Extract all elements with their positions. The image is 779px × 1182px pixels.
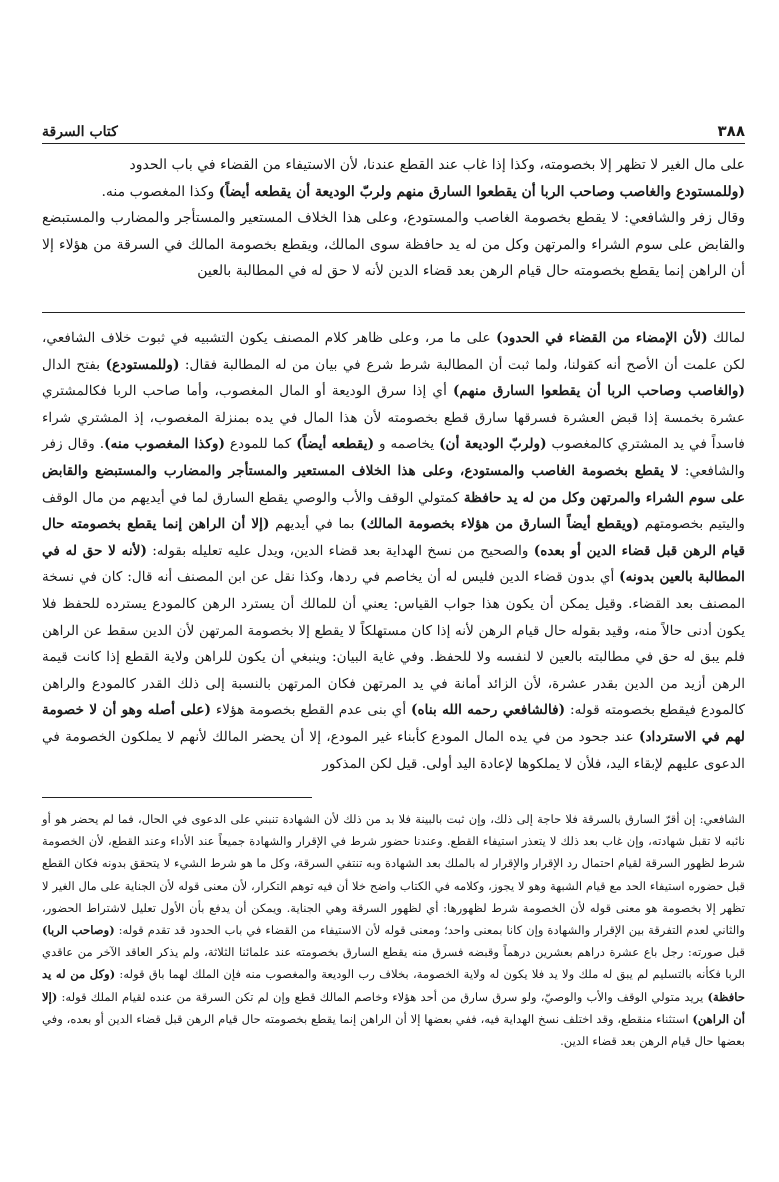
footnote-separator (42, 797, 312, 798)
commentary-text: أي بنى عدم القطع بخصومة هؤلاء (210, 702, 412, 719)
commentary-text: . وقال زفر والشافعي: (42, 436, 745, 479)
main-line: على مال الغير لا تظهر إلا بخصومته، وكذا إذا غاب عند القطع عندنا، لأن الاستيفاء من القضاء في باب الحدود (129, 157, 745, 173)
commentary-text: يخاصمه و (374, 436, 440, 453)
page-number: ٣٨٨ (717, 122, 745, 140)
main-separator (42, 312, 745, 313)
matn-bold: (وللمستودع والغاصب وصاحب الربا أن يقطعوا السارق منهم ولربّ الوديعة أن يقطعه أيضاً) (218, 183, 745, 200)
main-line: وكذا المغصوب منه. (101, 183, 219, 200)
commentary-text: لمالك (707, 330, 746, 346)
main-text (42, 152, 745, 285)
commentary-text: كمتولي الوقف والأب والوصي يقطع السارق لما في أيديهم من مال الوقف واليتيم بخصومتهم (42, 489, 746, 533)
commentary-text: على ما مر، وعلى ظاهر كلام المصنف يكون التشبيه في ثبوت خلاف الشافعي، لكن علمت أن الأصح أنه كقولنا، ولما ثبت أن المطالبة شرط شرع في بيان من له المطالبة فقال: (42, 330, 745, 373)
main-paragraph (42, 179, 745, 206)
commentary-bold: (وللمستودع) (105, 356, 180, 373)
commentary-text: والصحيح من نسخ الهداية بعد قضاء الدين، ويدل عليه تعليله بقوله: (147, 542, 534, 559)
main-line: وقال زفر والشافعي: لا يقطع بخصومة الغاصب والمستودع، وعلى هذا الخلاف المستعير والمستأجر والمضارب والمستبضع والقابض على سوم الشراء والمرتهن وكل من له يد حافظة سوى المالك، ويقطع بخصومة المالك في السرقة من هؤلاء إلا أن الراهن إنما يقطع بخصومته حال قيام الرهن بعد قضاء الدين لأنه لا حق له في المطالبة بالعين (42, 210, 746, 280)
footnote-text: الشافعي: إن أقرّ السارق بالسرقة فلا حاجة إلى ذلك، وإن ثبت بالبينة فلا بد من ذلك لأن الشهادة تنبني على الدعوى في الحال، فما لم يحضر هو أو نائبه لا تقبل شهادته، وإن غاب بعد ذلك لا يتعذر استيفاء القطع. وعندنا حضور شرط في الإقرار والشهادة جميعاً عند الأداء وعند القطع، لأن الخصومة شرط لظهور السرقة لقيام احتمال رد الإقرار والإقرار له بالملك بعد الشهادة وبه تنتفي السرقة، وكل ما هو شرط الشيء لا يتحقق بدونه فكان القطع قبل حضوره استيفاء الحد مع قيام الشبهة وهو لا يجوز، وكلامه في الكتاب واضح خلا أن فيه توهم التكرار، لأن معنى قوله لأن الجناية على مال الغير لا تظهر إلا بخصومة هو معنى قوله لأن الخصومة شرط لظهورها: أي لظهور السرقة وهي الجناية. ويمكن أن يدفع بأن الأول تعليل لاشتراط الحضور، والثاني لعدم التفرقة بين الإقرار والشهادة وإن كانا بمعنى واحد؛ ومعنى قوله لأن الاستيفاء من القضاء في باب الحدود قد تقدم قوله: (42, 812, 745, 938)
footnote-bold: (وصاحب الربا) (42, 923, 115, 938)
footnote-bold: (إلا أن الراهن) (42, 989, 745, 1026)
main-paragraph (42, 152, 745, 179)
page-header (42, 112, 745, 144)
commentary-paragraph (42, 325, 745, 777)
commentary-bold: (وكذا المغصوب منه) (104, 436, 225, 453)
commentary-bold: (ويقطع أيضاً السارق من هؤلاء بخصومة المالك) (360, 516, 640, 533)
commentary-text: كما للمودع (224, 436, 297, 453)
footnote-text: يريد متولي الوقف والأب والوصيّ، ولو سرق سارق من أحد هؤلاء وخاصم المالك قطع وإن لم تكن السرقة من عنده لقيام الملك قوله: (57, 989, 708, 1004)
commentary-bold: (على أصله وهو أن لا خصومة لهم في الاسترداد) (42, 702, 745, 745)
commentary-text: أي بدون قضاء الدين فليس له أن يخاصم في ردها، وكذا نقل عن ابن المصنف أنه قال: كان في نسخة المصنف بعد القضاء. وقيل يمكن أن يكون هذا جواب القياس: يعني أن للمالك أن يسترد الرهن كالمودع يسترده للحفظ فلا يكون أدنى حالاً منه، وقيد بقوله حال قيام الرهن لأنه إذا كان مستهلكاً لا يقطع إلا بخصومة المرتهن لأن الدين سقط عن الراهن فلم يبق له حق في مطالبته بالعين لا لنفسه ولا للحفظ. وفي غاية البيان: وينبغي أن يكون للراهن ولاية القطع إذا كانت قيمة الرهن أزيد من الدين بقدر عشرة، لأن الزائد أمانة في يد المرتهن فكان المرتهن بالنسبة إلى ذلك القدر كالمودع والراهن كالمودع فيقطع بخصومته قوله: (42, 569, 745, 719)
commentary-bold: (يقطعه أيضاً) (296, 436, 375, 453)
commentary (42, 325, 745, 777)
commentary-bold: (والغاصب وصاحب الربا أن يقطعوا السارق منهم) (453, 383, 746, 400)
commentary-bold: (إلا أن الراهن إنما يقطع بخصومته حال قيام الرهن قبل قضاء الدين أو بعده) (42, 516, 745, 559)
commentary-text: بما في أيديهم (269, 516, 361, 533)
commentary-bold: (لأنه لا حق له في المطالبة بالعين بدونه) (42, 542, 745, 586)
commentary-bold: (فالشافعي رحمه الله بناه) (411, 702, 566, 719)
main-paragraph (42, 205, 745, 285)
footnote-text: استثناء منقطع، وقد اختلف نسخ الهداية فيه، ففي بعضها إلا أن الراهن إنما يقطع بخصومته حال قيام الرهن قبل قضاء الدين أو بعده، وفي بعضها حال قيام الرهن بعد قضاء الدين. (42, 1011, 745, 1049)
commentary-bold: (ولربّ الوديعة أن) (439, 436, 547, 453)
commentary-bold: لا يقطع بخصومة الغاصب والمستودع، وعلى هذا الخلاف المستعير والمستأجر والمضارب والمستبضع والقابض على سوم الشراء والمرتهن وكل من له يد حافظة (42, 462, 745, 506)
footnote-bold: (وكل من له يد حافظة) (42, 967, 745, 1004)
footnote-text: قبل صورته: رجل باع عشرة دراهم بعشرين درهماً وقبضه فسرق منه يقطع السارق بخصومته عند علمائنا الثلاثة، ولم يذكر العاقد الآخر من عاقدي الربا فكأنه بالتسليم لم يبق له ملك ولا يد فلا يكون له ولاية الخصومة، بخلاف رب الوديعة والمغصوب منه فإن الملك لهما باق قوله: (42, 945, 745, 982)
commentary-bold: (لأن الإمضاء من القضاء في الحدود) (496, 330, 708, 346)
commentary-text: أي إذا سرق الوديعة أو المال المغصوب، وأما صاحب الربا فكالمشتري عشرة بخمسة إذا قبض العشرة فسرقها سارق قطع بخصومته لأن هذا المال في يده بمنزلة المغصوب، إذ المشتري شراء فاسداً في يد المشتري كالمغصوب (42, 383, 745, 453)
book-title: كتاب السرقة (42, 124, 118, 140)
footnote-paragraph (42, 808, 745, 1052)
commentary-text: عند جحود من في يده المال المودع كأبناء غير المودع، إلا أن يحضر المالك لأنهم لا يملكون الخصومة في الدعوى عليهم لإبقاء اليد، فلأن لا يملكوها لإعادة اليد أولى. قيل لكن المذكور (42, 728, 745, 772)
commentary-text: بفتح الدال (42, 356, 106, 373)
footnotes (42, 808, 745, 1052)
